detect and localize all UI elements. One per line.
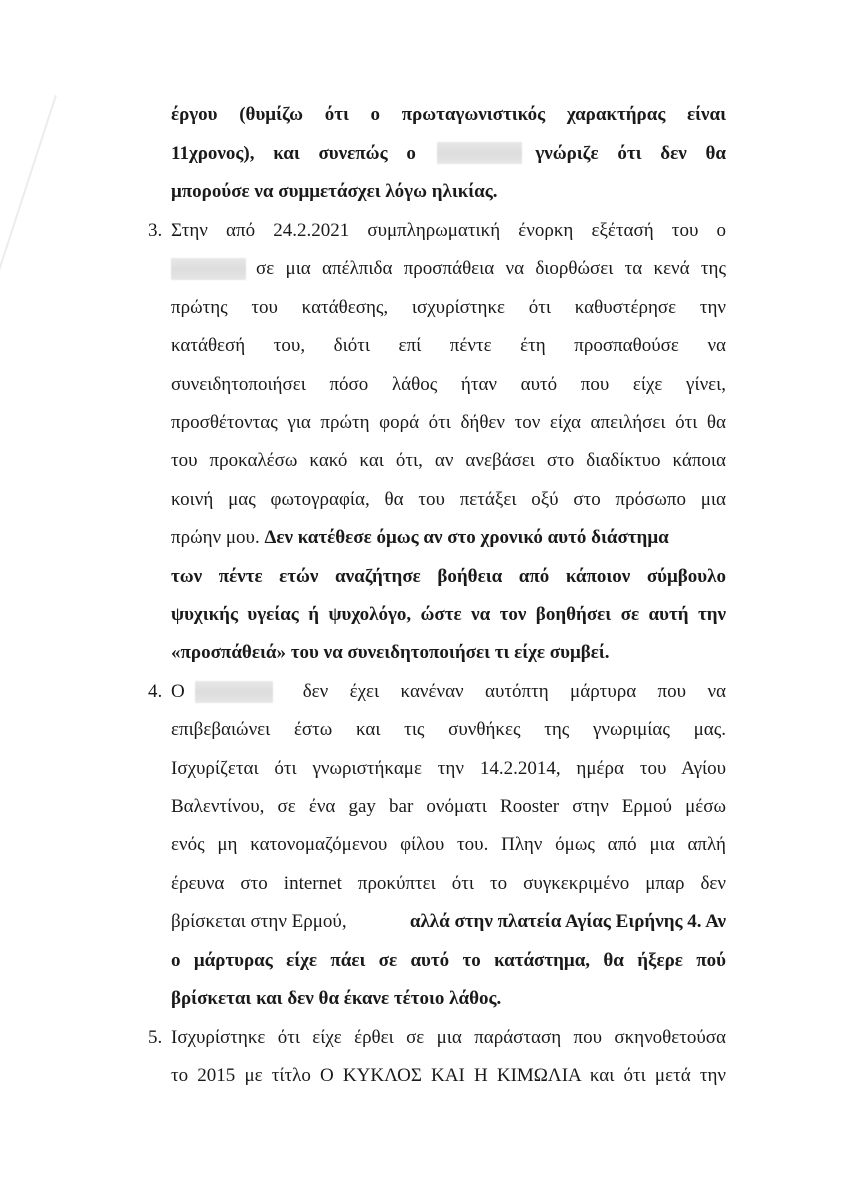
text-line: πρώτης του κατάθεσης, ισχυρίστηκε ότι καθυστέρησε την <box>171 297 726 318</box>
text-segment: δεν έχει κανέναν αυτόπτη μάρτυρα που να <box>302 681 726 702</box>
text-line <box>171 257 726 281</box>
text-segment: Ο <box>171 681 185 702</box>
item-number: 5. <box>148 1027 163 1048</box>
text-line: μπορούσε να συμμετάσχει λόγω ηλικίας. <box>171 181 498 202</box>
text-line: Στην από 24.2.2021 συμπληρωματική ένορκη εξέτασή του ο <box>171 220 726 241</box>
item-number: 3. <box>148 220 163 241</box>
text-line <box>171 910 726 934</box>
text-segment: γνώριζε ότι δεν θα <box>535 143 726 164</box>
text-line: ψυχικής υγείας ή ψυχολόγο, ώστε να τον βοηθήσει σε αυτή την <box>171 604 726 625</box>
text-segment: βρίσκεται στην Ερμού, <box>171 911 347 932</box>
text-line: επιβεβαιώνει έστω και τις συνθήκες της γνωριμίας μας. <box>171 719 726 740</box>
text-line: «προσπάθειά» του να συνειδητοποιήσει τι είχε συμβεί. <box>171 642 610 663</box>
redacted-name <box>171 258 246 280</box>
text-segment: πρώην μου. <box>171 527 260 548</box>
text-line: των πέντε ετών αναζήτησε βοήθεια από κάποιον σύμβουλο <box>171 566 726 587</box>
text-line: Ισχυρίστηκε ότι είχε έρθει σε μια παράσταση που σκηνοθετούσα <box>171 1027 726 1048</box>
text-segment: σε μια απέλπιδα προσπάθεια να διορθώσει τα κενά της <box>256 258 726 279</box>
bold-text-segment: Δεν κατέθεσε όμως αν στο χρονικό αυτό διάστημα <box>264 527 669 548</box>
text-line: κατάθεσή του, διότι επί πέντε έτη προσπαθούσε να <box>171 335 726 356</box>
text-line: το 2015 με τίτλο Ο ΚΥΚΛΟΣ ΚΑΙ Η ΚΙΜΩΛΙΑ και ότι μετά την <box>171 1065 726 1086</box>
redacted-name <box>195 681 273 703</box>
text-line: Βαλεντίνου, σε ένα gay bar ονόματι Rooster στην Ερμού μέσω <box>171 796 726 817</box>
text-line: βρίσκεται και δεν θα έκανε τέτοιο λάθος. <box>171 988 502 1009</box>
text-line: έρευνα στο internet προκύπτει ότι το συγκεκριμένο μπαρ δεν <box>171 873 726 894</box>
text-line <box>171 680 726 704</box>
text-line: προσθέτοντας για πρώτη φορά ότι δήθεν τον είχα απειλήσει ότι θα <box>171 412 726 433</box>
text-line: ενός μη κατονομαζόμενου φίλου του. Πλην όμως από μια απλή <box>171 834 726 855</box>
item-number: 4. <box>148 681 163 702</box>
text-line: ο μάρτυρας είχε πάει σε αυτό το κατάστημα, θα ήξερε πού <box>171 950 726 971</box>
text-line <box>171 526 726 550</box>
bold-text-segment: αλλά στην πλατεία Αγίας Ειρήνης 4. Αν <box>409 911 726 932</box>
text-line: συνειδητοποιήσει πόσο λάθος ήταν αυτό που είχε γίνει, <box>171 374 726 395</box>
text-segment: 11χρονος), και συνεπώς ο <box>171 143 416 164</box>
text-line: κοινή μας φωτογραφία, θα του πετάξει οξύ στο πρόσωπο μια <box>171 489 726 510</box>
redacted-name <box>437 142 522 164</box>
text-line: Ισχυρίζεται ότι γνωριστήκαμε την 14.2.2014, ημέρα του Αγίου <box>171 758 726 779</box>
text-line <box>171 142 726 166</box>
text-line: του προκαλέσω κακό και ότι, αν ανεβάσει στο διαδίκτυο κάποια <box>171 450 726 471</box>
text-line: έργου (θυμίζω ότι ο πρωταγωνιστικός χαρακτήρας είναι <box>171 104 726 125</box>
